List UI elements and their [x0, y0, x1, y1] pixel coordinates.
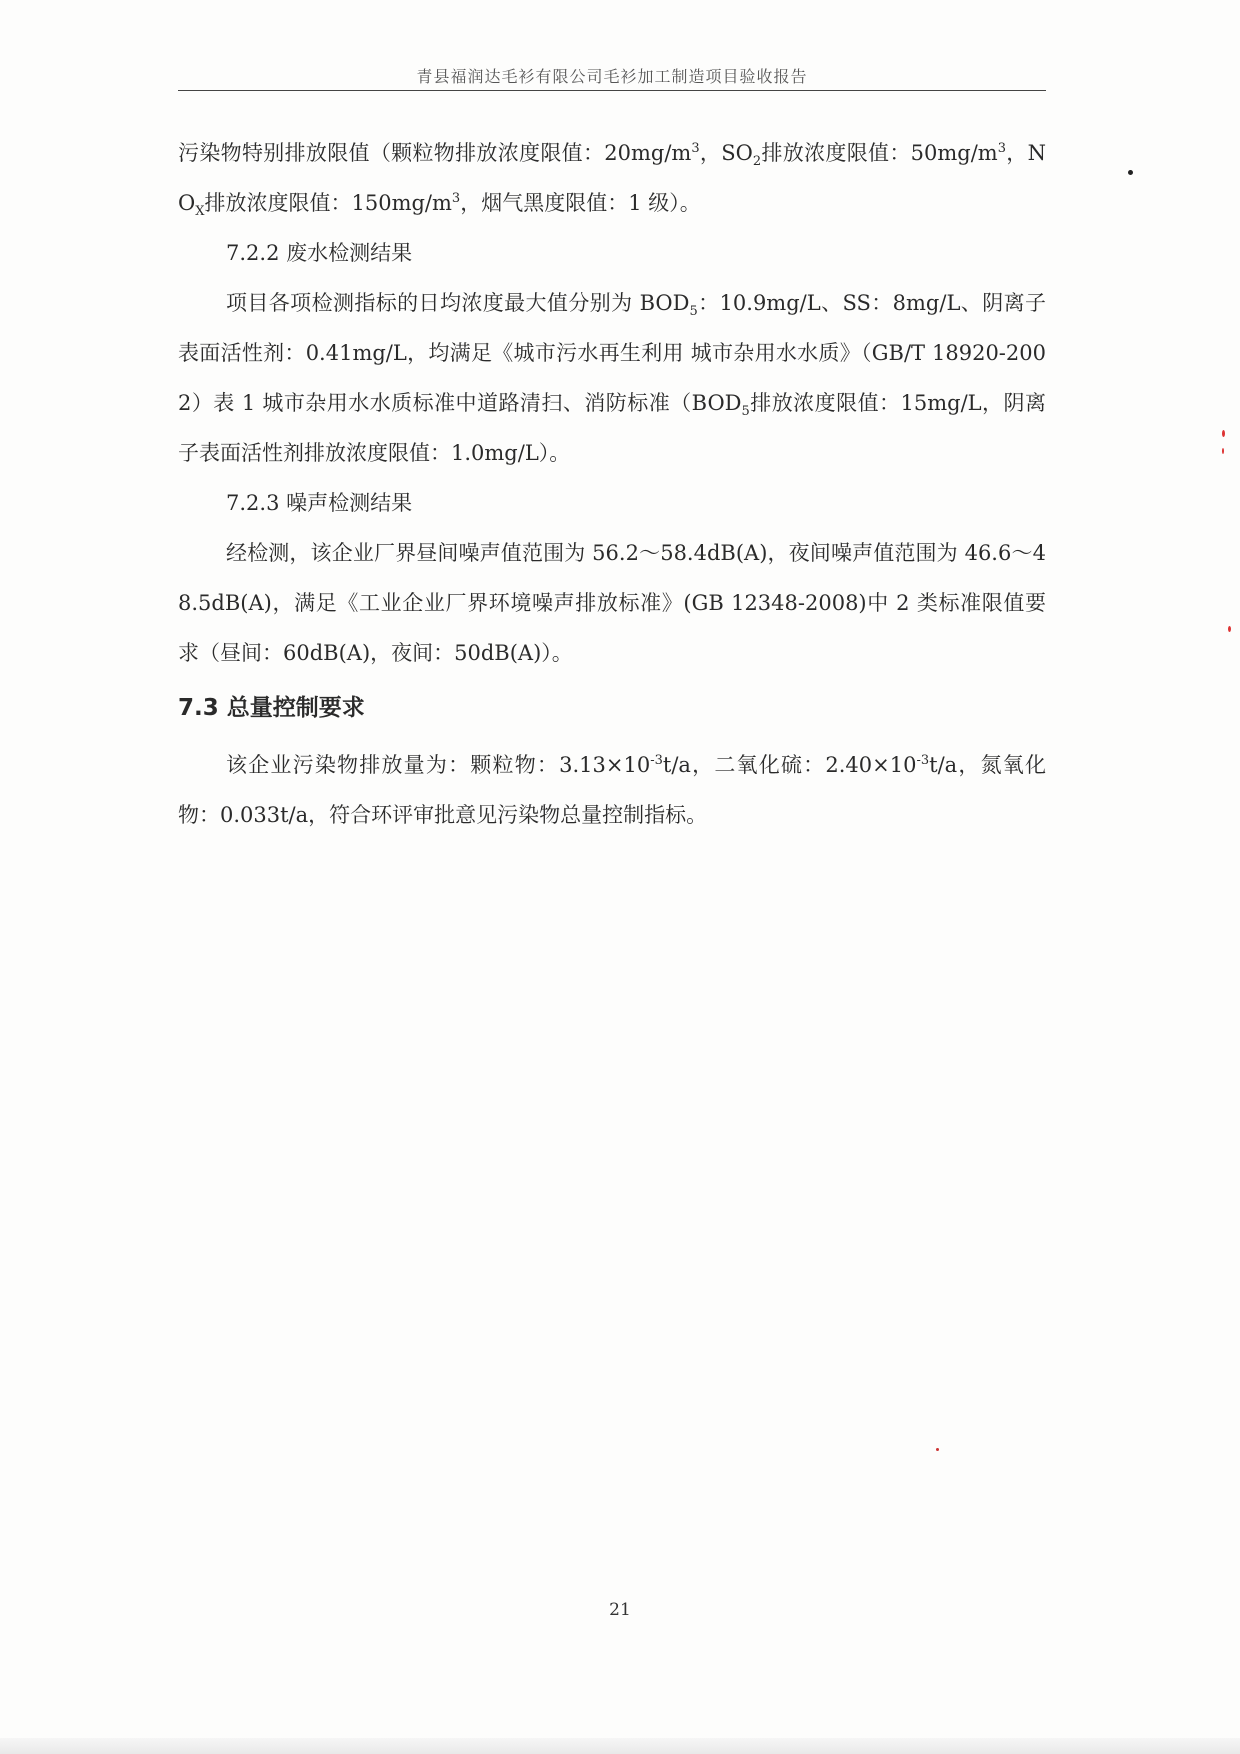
paragraph-emission-limits: 污染物特别排放限值（颗粒物排放浓度限值：$20mg/m^3$，$SO_2$排放浓度限值：$50mg/m^3$，$NO_X$排放浓度限值：$150mg/m^3$，烟气黑度限值：1 级）。 [178, 141, 1046, 220]
page-number: 21 [609, 1600, 631, 1620]
heading-7-2-3: 7.2.3 噪声检测结果 [226, 491, 413, 515]
heading-7-3: 7.3 总量控制要求 [178, 695, 365, 721]
scan-speck [1222, 430, 1225, 437]
scan-speck [1128, 170, 1133, 175]
scan-speck [1228, 626, 1231, 632]
scan-speck [936, 1448, 939, 1451]
page-header: 青县福润达毛衫有限公司毛衫加工制造项目验收报告 [416, 67, 808, 86]
paragraph-noise-results: 经检测，该企业厂界昼间噪声值范围为 56.2～58.4dB(A)，夜间噪声值范围为 46.6～48.5dB(A)，满足《工业企业厂界环境噪声排放标准》(GB 12348-2008)中 2 类标准限值要求（昼间：60dB(A)，夜间：50dB(A)）。 [178, 541, 1046, 665]
paragraph-wastewater-results: 项目各项检测指标的日均浓度最大值分别为 $BOD_5$：10.9mg/L、SS：8mg/L、阴离子表面活性剂：0.41mg/L，均满足《城市污水再生利用 城市杂用水水质》（GB/T 18920-2002）表 1 城市杂用水水质标准中道路清扫、消防标准（$BOD_5$排放浓度限值：15mg/L，阴离子表面活性剂排放浓度限值：1.0mg/L）。 [178, 291, 1046, 465]
scan-edge [0, 1738, 1240, 1754]
heading-7-2-2: 7.2.2 废水检测结果 [226, 241, 413, 265]
scan-speck [1222, 448, 1224, 454]
page-body [178, 128, 1046, 840]
header-rule [178, 90, 1046, 91]
paragraph-total-control: 该企业污染物排放量为：颗粒物：$3.13\times 10^{-3}t/a$，二氧化硫：$2.40\times 10^{-3}t/a$，氮氧化物：0.033t/a，符合环评审批意见污染物总量控制指标。 [178, 753, 1046, 827]
